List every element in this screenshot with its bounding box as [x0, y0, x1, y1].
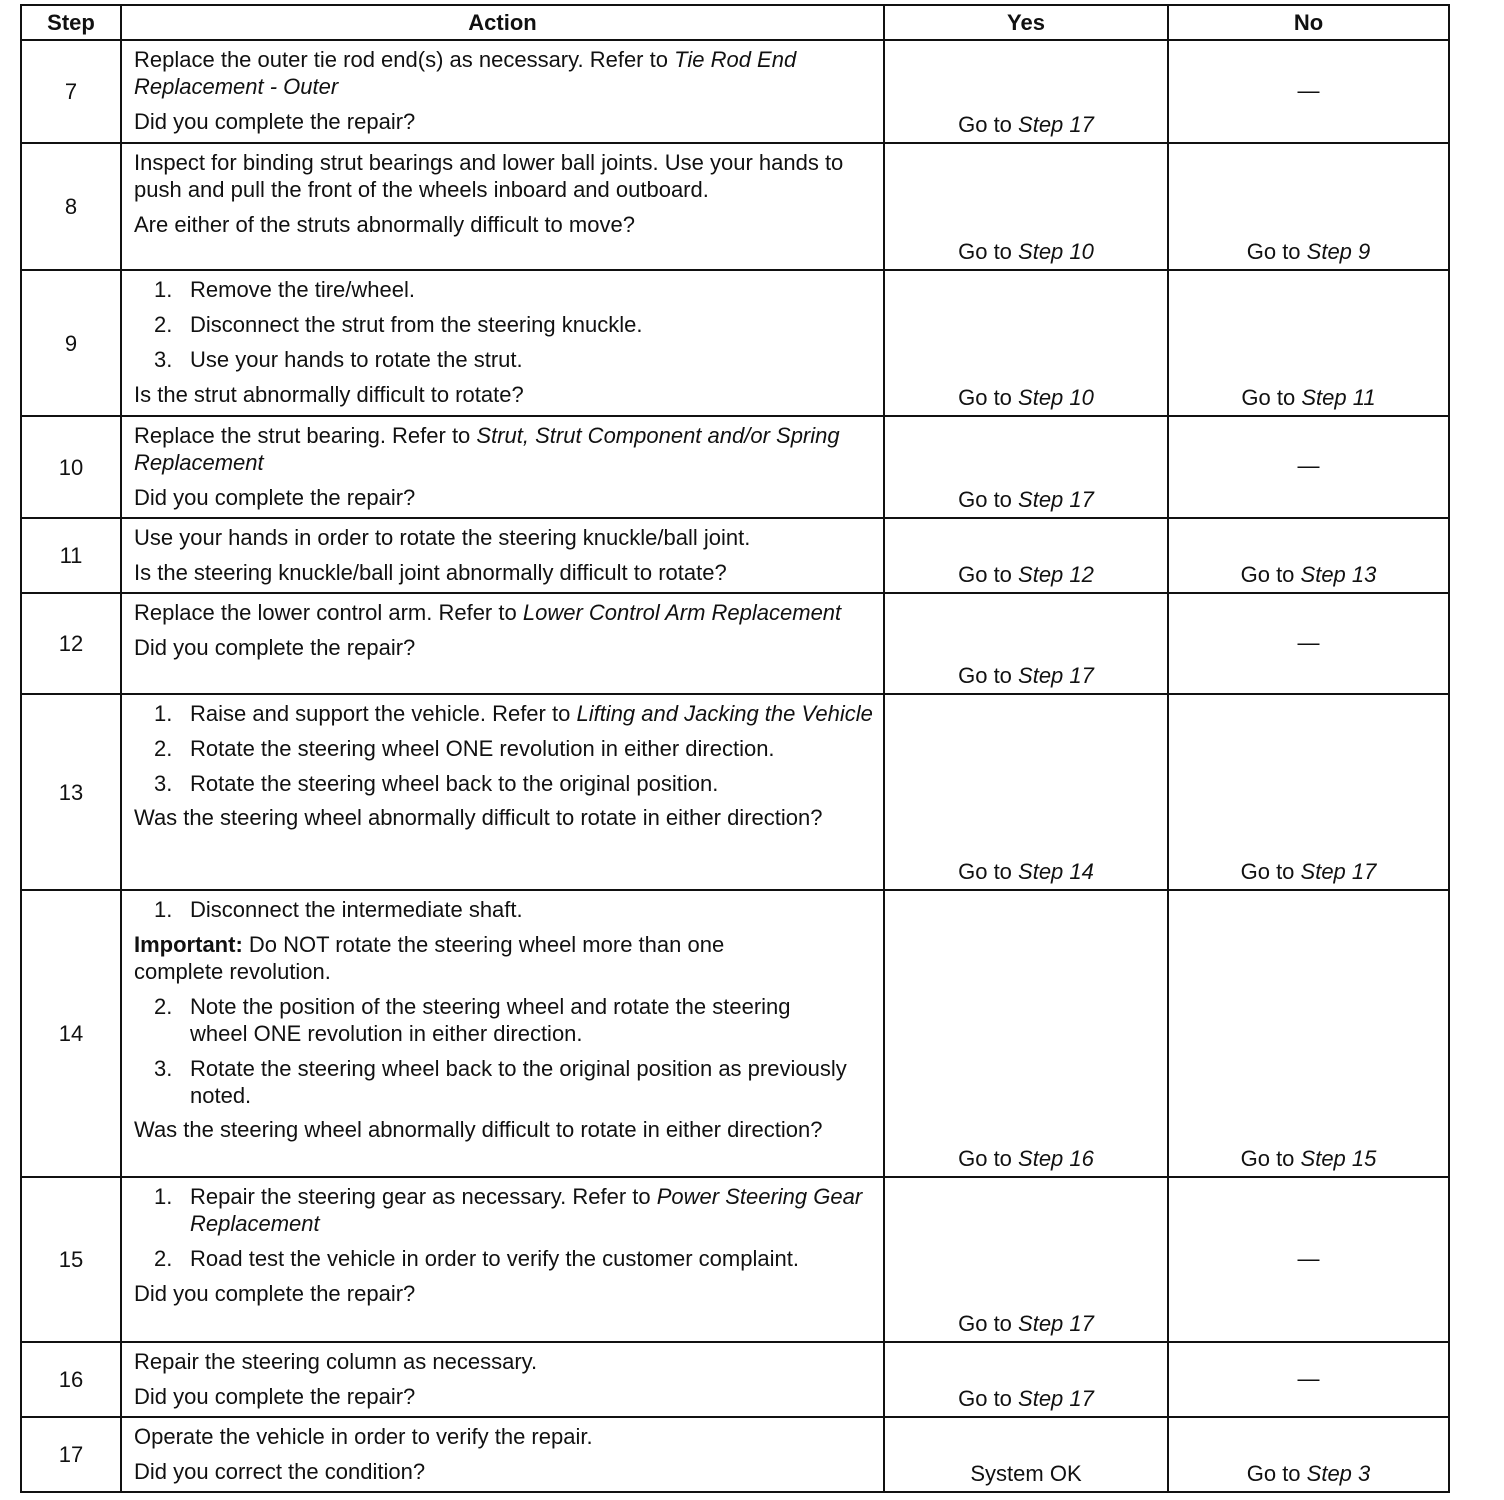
table-row: [21, 1177, 1449, 1342]
reference-link[interactable]: Lifting and Jacking the Vehicle: [576, 701, 873, 726]
step-number: 12: [21, 593, 121, 694]
list-item: 1. Disconnect the intermediate shaft.: [154, 897, 523, 922]
no-cell: —: [1168, 416, 1449, 518]
no-cell: —: [1168, 1177, 1449, 1342]
table-row: [21, 890, 1449, 1177]
list-item: 2. Road test the vehicle in order to verify the customer complaint.: [154, 1246, 799, 1271]
table-row: [21, 593, 1449, 694]
go-to-step-link[interactable]: Step 17: [1018, 1386, 1094, 1411]
header-step: Step: [21, 5, 121, 40]
go-to-step-link[interactable]: Step 17: [1018, 663, 1094, 688]
step-number: 13: [21, 694, 121, 890]
diagnostic-table: [20, 4, 1450, 1493]
go-to-step-link[interactable]: Step 17: [1018, 487, 1094, 512]
go-to-step-link[interactable]: Step 17: [1018, 1311, 1094, 1336]
important-note: Important: Do NOT rotate the steering wheel more than one complete revolution.: [134, 932, 725, 984]
yes-cell: Go to Step 17: [884, 416, 1168, 518]
no-cell: Go to Step 11: [1168, 270, 1449, 416]
list-item: 1. Raise and support the vehicle. Refer to Lifting and Jacking the Vehicle: [154, 701, 873, 726]
go-to-step-link[interactable]: Step 10: [1018, 239, 1094, 264]
step-number: 15: [21, 1177, 121, 1342]
table-row: [21, 1417, 1449, 1492]
step-number: 8: [21, 143, 121, 270]
table-row: [21, 40, 1449, 143]
action-text: Repair the steering column as necessary.: [134, 1349, 538, 1374]
step-number: 7: [21, 40, 121, 143]
action-text: Replace the strut bearing. Refer to Strut, Strut Component and/or Spring Replacement: [134, 423, 840, 475]
action-cell: [121, 694, 884, 890]
no-cell: —: [1168, 593, 1449, 694]
list-item: 3. Use your hands to rotate the strut.: [154, 347, 523, 372]
no-cell: Go to Step 13: [1168, 518, 1449, 593]
list-item: 3. Rotate the steering wheel back to the original position.: [154, 771, 719, 796]
header-no: No: [1168, 5, 1449, 40]
header-yes: Yes: [884, 5, 1168, 40]
yes-cell: System OK: [884, 1417, 1168, 1492]
yes-cell: Go to Step 17: [884, 40, 1168, 143]
action-text: Use your hands in order to rotate the steering knuckle/ball joint.: [134, 525, 751, 550]
list-item: 2. Rotate the steering wheel ONE revolution in either direction.: [154, 736, 775, 761]
no-cell: Go to Step 15: [1168, 890, 1449, 1177]
step-number: 9: [21, 270, 121, 416]
table-row: [21, 694, 1449, 890]
reference-link[interactable]: Lower Control Arm Replacement: [522, 600, 842, 625]
yes-cell: Go to Step 10: [884, 270, 1168, 416]
action-text: Operate the vehicle in order to verify the repair.: [134, 1424, 593, 1449]
table-row: [21, 518, 1449, 593]
yes-cell: Go to Step 17: [884, 593, 1168, 694]
question-text: Is the strut abnormally difficult to rotate?: [134, 382, 524, 407]
action-cell: [121, 270, 884, 416]
list-item: 2. Note the position of the steering wheel and rotate the steering wheel ONE revolution in either direction.: [154, 994, 791, 1046]
question-text: Did you complete the repair?: [134, 485, 416, 510]
action-text: Replace the lower control arm. Refer to Lower Control Arm Replacement: [134, 600, 842, 625]
table-row: [21, 270, 1449, 416]
question-text: Are either of the struts abnormally difficult to move?: [134, 212, 635, 237]
question-text: Did you complete the repair?: [134, 635, 416, 660]
question-text: Did you correct the condition?: [134, 1459, 426, 1484]
reference-link[interactable]: Power Steering Gear Replacement: [190, 1184, 863, 1236]
go-to-step-link[interactable]: Step 3: [1306, 1461, 1371, 1486]
action-cell: [121, 40, 884, 143]
go-to-step-link[interactable]: Step 9: [1306, 239, 1371, 264]
go-to-step-link[interactable]: Step 13: [1300, 562, 1377, 587]
no-cell: —: [1168, 40, 1449, 143]
action-cell: [121, 143, 884, 270]
yes-cell: Go to Step 10: [884, 143, 1168, 270]
question-text: Was the steering wheel abnormally difficult to rotate in either direction?: [134, 1117, 823, 1142]
list-item: 1. Repair the steering gear as necessary. Refer to Power Steering Gear Replacement: [154, 1184, 863, 1236]
table-row: [21, 416, 1449, 518]
reference-link[interactable]: Tie Rod End Replacement - Outer: [134, 47, 797, 99]
go-to-step-link[interactable]: Step 17: [1018, 112, 1094, 137]
action-text: Replace the outer tie rod end(s) as necessary. Refer to Tie Rod End Replacement - Outer: [134, 47, 797, 99]
table-row: [21, 143, 1449, 270]
question-text: Did you complete the repair?: [134, 109, 416, 134]
yes-cell: Go to Step 17: [884, 1177, 1168, 1342]
action-cell: [121, 1177, 884, 1342]
no-cell: —: [1168, 1342, 1449, 1417]
go-to-step-link[interactable]: Step 16: [1018, 1146, 1094, 1171]
action-cell: [121, 518, 884, 593]
go-to-step-link[interactable]: Step 10: [1018, 385, 1094, 410]
yes-cell: Go to Step 12: [884, 518, 1168, 593]
go-to-step-link[interactable]: Step 11: [1301, 385, 1376, 410]
yes-cell: Go to Step 17: [884, 1342, 1168, 1417]
action-cell: [121, 416, 884, 518]
yes-cell: Go to Step 16: [884, 890, 1168, 1177]
reference-link[interactable]: Strut, Strut Component and/or Spring Replacement: [134, 423, 840, 475]
step-number: 17: [21, 1417, 121, 1492]
go-to-step-link[interactable]: Step 17: [1300, 859, 1377, 884]
table-row: [21, 1342, 1449, 1417]
list-item: 3. Rotate the steering wheel back to the original position as previously noted.: [154, 1056, 847, 1108]
list-item: 2. Disconnect the strut from the steering knuckle.: [154, 312, 643, 337]
step-number: 10: [21, 416, 121, 518]
header-row: [21, 5, 1449, 40]
question-text: Did you complete the repair?: [134, 1281, 416, 1306]
action-cell: [121, 890, 884, 1177]
step-number: 16: [21, 1342, 121, 1417]
go-to-step-link[interactable]: Step 14: [1018, 859, 1094, 884]
action-text: Inspect for binding strut bearings and lower ball joints. Use your hands to push and pull the front of the wheels inboard and outboard.: [134, 150, 844, 202]
header-action: Action: [121, 5, 884, 40]
question-text: Is the steering knuckle/ball joint abnormally difficult to rotate?: [134, 560, 727, 585]
step-number: 11: [21, 518, 121, 593]
no-cell: Go to Step 9: [1168, 143, 1449, 270]
list-item: 1. Remove the tire/wheel.: [154, 277, 415, 302]
go-to-step-link[interactable]: Step 15: [1300, 1146, 1377, 1171]
question-text: Was the steering wheel abnormally difficult to rotate in either direction?: [134, 805, 823, 830]
no-cell: Go to Step 3: [1168, 1417, 1449, 1492]
action-cell: [121, 1342, 884, 1417]
action-cell: [121, 1417, 884, 1492]
action-cell: [121, 593, 884, 694]
yes-cell: Go to Step 14: [884, 694, 1168, 890]
step-number: 14: [21, 890, 121, 1177]
no-cell: Go to Step 17: [1168, 694, 1449, 890]
go-to-step-link[interactable]: Step 12: [1018, 562, 1094, 587]
question-text: Did you complete the repair?: [134, 1384, 416, 1409]
